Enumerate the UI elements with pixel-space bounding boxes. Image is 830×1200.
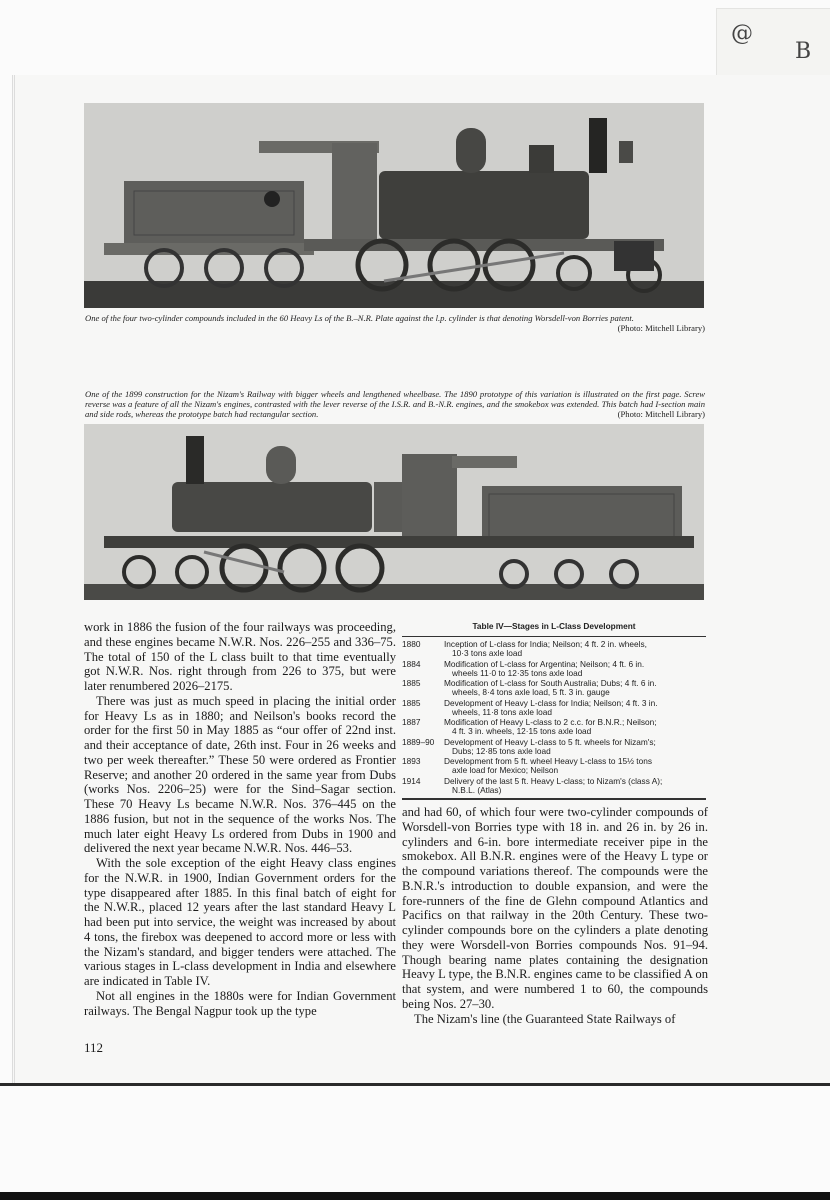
table-description-line: N.B.L. (Atlas) — [452, 784, 502, 795]
table-description-line: Modification of L-class for Argentina; Neilson; 4 ft. 6 in. — [444, 658, 645, 669]
table-year: 1893 — [402, 756, 421, 766]
photo-credit: (Photo: Mitchell Library) — [617, 323, 705, 333]
table-description-line: 4 ft. 3 in. wheels, 12·15 tons axle load — [452, 726, 592, 736]
table-row — [402, 640, 706, 658]
photo-caption — [85, 389, 705, 419]
photo-heavy-l-compound — [84, 103, 704, 308]
photo-nizam-locomotive — [84, 424, 704, 600]
table-year: 1885 — [402, 678, 421, 688]
table-year: 1884 — [402, 658, 421, 669]
table-row — [402, 679, 706, 697]
table-description-line: Inception of L-class for India; Neilson; 4 ft. 2 in. wheels, — [444, 639, 647, 649]
table-description — [442, 699, 706, 717]
table-title: Table IV—Stages in L-Class Development — [402, 622, 706, 637]
table-year: 1914 — [402, 775, 421, 786]
table-description-line: Modification of Heavy L-class to 2 c.c. for B.N.R.; Neilson; — [444, 717, 657, 727]
locomotive-illustration — [84, 103, 704, 308]
caption-text: One of the 1899 construction for the Nizam's Railway with bigger wheels and lengthened wheelbase. The 1890 prototype of this variation is illustrated on the first page. Screw reverse was a feature of all the Nizam's engines, contrasted with the lever reverse of the I.S.R. and B.-N.R. engines, and the smokebox was extended. This batch had I-section main and side rods, whereas the prototype batch had rectangular section. — [85, 389, 705, 419]
table-description — [442, 718, 706, 736]
table-year: 1887 — [402, 717, 421, 727]
photo-caption — [85, 313, 705, 333]
page-number: 112 — [84, 1040, 104, 1055]
table-description — [442, 777, 706, 795]
table-description-line: wheels, 11·8 tons axle load — [452, 706, 552, 717]
table-row — [402, 660, 706, 678]
paragraph: With the sole exception of the eight Heavy class engines for the N.W.R. in 1900, Indian Government orders for the type disappeared after 1885. In this final batch of eight for the N.W.R., placed 12 years after the last standard Heavy L had been put into service, the weight was increased by about 4 tons, the firebox was deepened to accord more or less with the Nizam's standard, and bigger tenders were attached. The various stages in L-class development in India and elsewhere are indicated in Table IV. — [84, 856, 396, 988]
table-row — [402, 699, 706, 717]
paragraph: work in 1886 the fusion of the four railways was proceeding, and these engines became N.W.R. Nos. 226–255 and 336–75. The total of 150 of the L class built to that time eventually got N.W.R. Nos. right through from 226 to 375, but were later renumbered 2026–2175. — [84, 620, 396, 693]
table-row — [402, 757, 706, 775]
table-description — [442, 660, 706, 678]
table-description-line: Development of Heavy L-class for India; Neilson; 4 ft. 3 in. — [444, 697, 658, 708]
margin-note — [716, 8, 830, 76]
scan-edge — [0, 1192, 830, 1200]
table-description-line: 10·3 tons axle load — [452, 648, 523, 658]
table-description-line: axle load for Mexico; Neilson — [452, 765, 559, 775]
paragraph: The Nizam's line (the Guaranteed State Railways of — [414, 1011, 676, 1026]
table-year: 1889–90 — [402, 736, 435, 747]
table-description-line: Modification of L-class for South Australia; Dubs; 4 ft. 6 in. — [444, 678, 657, 688]
locomotive-illustration — [84, 424, 704, 600]
paragraph: There was just as much speed in placing the initial order for Heavy Ls as in 1880; and Neilson's books record the order for the first 50 in May 1885 as “our offer of 22nd inst. and their acceptance of date, 26th inst. Four in 26 weeks and two per week thereafter.” These 50 were ordered as Frontier Reserve; and another 20 ordered in the same year from Dubs (works Nos. 2206–25) were for the Sind–Sagar section. These 70 Heavy Ls became N.W.R. Nos. 376–445 on the 1886 fusion, but not in the sequence of the works Nos. The much later eight Heavy Ls ordered from Dubs in 1900 and delivered the next year became N.W.R. Nos. 446–53. — [84, 693, 396, 856]
handwritten-mark: @ — [731, 21, 753, 46]
table-year: 1880 — [402, 639, 421, 649]
table-description — [442, 679, 706, 697]
page-edge — [0, 1083, 830, 1086]
table-iv — [402, 622, 706, 800]
table-year: 1885 — [402, 697, 421, 708]
caption-text: One of the four two-cylinder compounds included in the 60 Heavy Ls of the B.–N.R. Plate against the l.p. cylinder is that denoting Worsdell-von Borries patent. — [85, 313, 634, 323]
table-row — [402, 718, 706, 736]
table-description-line: wheels 11·0 to 12·35 tons axle load — [452, 667, 583, 678]
table-description-line: wheels, 8·4 tons axle load, 5 ft. 3 in. gauge — [452, 687, 610, 697]
table-row — [402, 777, 706, 795]
table-description-line: Delivery of the last 5 ft. Heavy L-class; to Nizam's (class A); — [444, 775, 663, 786]
table-description-line: Development of Heavy L-class to 5 ft. wheels for Nizam's; — [444, 736, 656, 747]
table-description-line: Dubs; 12·85 tons axle load — [452, 745, 551, 756]
table-description-line: Development from 5 ft. wheel Heavy L-class to 15½ tons — [444, 756, 652, 766]
table-description — [442, 640, 706, 658]
table-description — [442, 738, 706, 756]
handwritten-mark: B — [795, 39, 812, 64]
paragraph: Not all engines in the 1880s were for Indian Government railways. The Bengal Nagpur took up the type — [84, 988, 396, 1018]
photo-credit: (Photo: Mitchell Library) — [617, 409, 705, 419]
paragraph: and had 60, of which four were two-cylinder compounds of Worsdell-von Borries type with 18 in. and 26 in. by 26 in. cylinders and 6-in. bore intermediate receiver pipe in the smokebox. All B.N.R. engines were of the Heavy L type or the compound variations thereof. The compounds were the B.N.R.'s introduction to double expansion, and were the fore-runners of the fine de Glehn compound Atlantics and Pacifics on that railway in the 20th Century. These two-cylinder compounds bore on the cylinders a plate denoting they were Worsdell-von Borries compounds Nos. 91–94. Though bearing name plates containing the designation Heavy L type, the B.N.R. engines came to be classified A on that system, and were numbered 1 to 60, the compounds being Nos. 27–30. — [402, 805, 708, 1011]
right-column — [402, 805, 708, 1026]
table-row — [402, 738, 706, 756]
table-description — [442, 757, 706, 775]
table-rule — [402, 798, 706, 800]
left-column — [84, 620, 396, 1018]
